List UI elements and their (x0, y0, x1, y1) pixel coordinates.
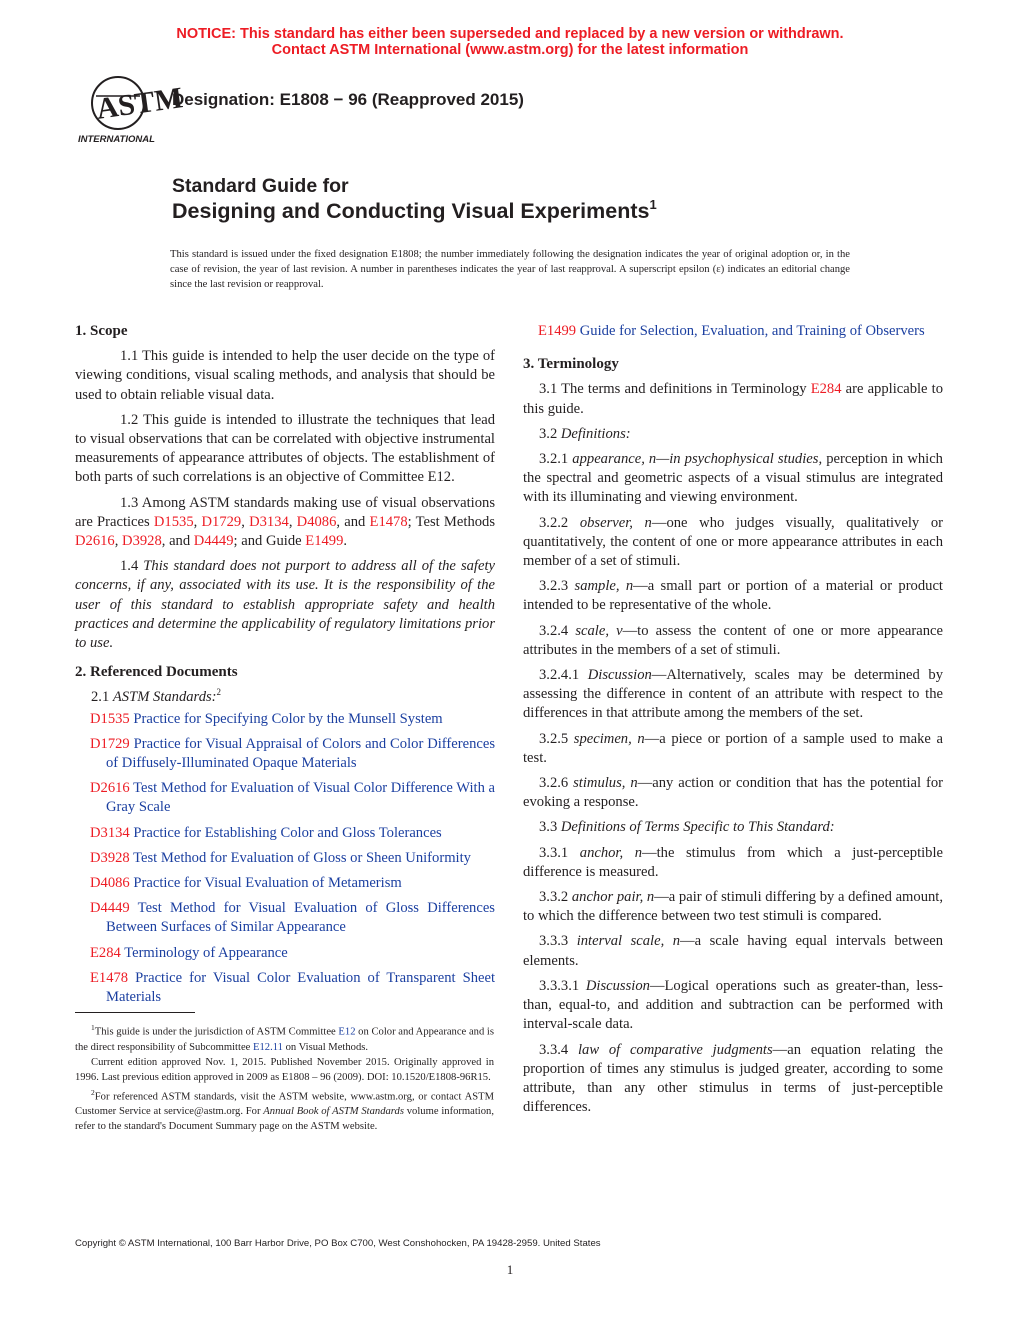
definition-term: stimulus, n (573, 775, 638, 792)
definition (523, 730, 943, 768)
link-e12-11[interactable]: E12.11 (253, 1041, 283, 1053)
logo-text: INTERNATIONAL (78, 134, 155, 145)
definition (523, 888, 943, 926)
title-line-1: Standard Guide for (172, 175, 349, 197)
text: , (241, 513, 250, 530)
link-d2616[interactable]: D2616 (75, 533, 115, 550)
copyright: Copyright © ASTM International, 100 Barr Harbor Drive, PO Box C700, West Conshohocken, PA 19428-2959. United States (75, 1238, 601, 1249)
paragraph-3-2 (523, 425, 943, 444)
definition-text: perception in which the spectral and geometric aspects of a visual stimulus are integrated with its illuminating and viewing environment. (523, 451, 943, 506)
definition (523, 844, 943, 882)
definition-number: 3.2.1 (539, 451, 573, 468)
reference-title[interactable]: Practice for Specifying Color by the Munsell System (133, 710, 443, 727)
link-d1729[interactable]: D1729 (201, 513, 242, 530)
subheading: Definitions: (560, 425, 631, 442)
para-number: 1.4 (120, 558, 144, 575)
paragraph-3-3 (523, 818, 943, 837)
section-2-heading: 2. Referenced Documents (75, 664, 238, 681)
para-number: 2.1 (91, 689, 113, 706)
text: , (193, 513, 202, 530)
reference-item[interactable] (75, 969, 495, 1007)
definition (523, 514, 943, 572)
link-e1499[interactable]: E1499 (305, 533, 344, 550)
issuance-note: This standard is issued under the fixed designation E1808; the number immediately following the designation indicates the year of original adoption or, in the case of revision, the year of last revision. A number in parentheses indicates the year of last reapproval. A superscript epsilon (ε) indicates an editorial change since the last revision or reapproval. (170, 249, 850, 290)
notice-line-1: NOTICE: This standard has either been superseded and replaced by a new version or withdrawn. (176, 26, 844, 42)
reference-title[interactable]: Practice for Visual Color Evaluation of Transparent Sheet Materials (106, 969, 495, 1006)
definition (523, 932, 943, 970)
reference-item[interactable] (75, 899, 495, 937)
definition-term: scale, v (575, 622, 623, 639)
link-e12[interactable]: E12 (338, 1026, 356, 1038)
svg-text:ASTM: ASTM (94, 81, 185, 126)
definition-text: —a scale having equal intervals between elements. (523, 933, 943, 969)
reference-code[interactable]: D3134 (90, 824, 130, 841)
definition-text: —a piece or portion of a sample used to make a test. (523, 730, 943, 766)
text: , (114, 533, 123, 550)
definition (523, 666, 943, 724)
link-d1535[interactable]: D1535 (153, 513, 194, 530)
reference-item[interactable] (75, 710, 495, 729)
definition-term: appearance, n—in psychophysical studies, (572, 451, 823, 468)
subheading: ASTM Standards: (112, 689, 217, 706)
text: , and (336, 513, 370, 530)
definition (523, 622, 943, 660)
reference-code[interactable]: D4086 (90, 875, 130, 892)
link-d4086[interactable]: D4086 (296, 513, 337, 530)
text: ; Test Methods (407, 513, 496, 530)
footnote-ref[interactable]: 2 (216, 687, 222, 698)
title-footnote-ref[interactable]: 1 (649, 197, 657, 212)
text: volume information, refer to the standard's Document Summary page on the ASTM website. (75, 1106, 494, 1133)
text: 1.3 Among ASTM standards making use of visual observations are Practices (75, 494, 495, 530)
definition-term: interval scale, n (576, 933, 681, 950)
reference-code[interactable]: D4449 (90, 900, 130, 917)
definition-number: 3.3.2 (539, 889, 572, 906)
designation: Designation: E1808 − 96 (Reapproved 2015) (172, 90, 524, 109)
paragraph-1-1: 1.1 This guide is intended to help the user decide on the type of viewing conditions, visual scaling methods, and analysis that should be used to obtain reliable visual data. (75, 348, 495, 403)
footnote-2 (75, 1085, 494, 1135)
paragraph-2-1 (75, 688, 495, 707)
footnote-1 (75, 1020, 494, 1055)
definition-number: 3.2.4 (539, 622, 576, 639)
definition-term: law of comparative judgments (577, 1041, 773, 1058)
reference-list (75, 710, 495, 1008)
footnotes (75, 1020, 494, 1134)
reference-code[interactable]: D2616 (90, 780, 130, 797)
definitions-list-specific (523, 844, 943, 1118)
definition (523, 977, 943, 1035)
definition-number: 3.3.4 (539, 1041, 578, 1058)
text: ; and Guide (233, 533, 306, 550)
reference-code[interactable]: D1729 (90, 735, 130, 752)
reference-item[interactable] (523, 322, 943, 341)
definition-term: sample, n (574, 578, 634, 595)
reference-item[interactable] (75, 735, 495, 773)
definitions-list (523, 450, 943, 812)
paragraph-3-1 (523, 380, 943, 418)
safety-statement: This standard does not purport to address all of the safety concerns, if any, associated with its use. It is the responsibility of the user of this standard to establish appropriate safety and health practices and determine the applicability of regulatory limitations prior to use. (75, 558, 495, 652)
definition-term: observer, n (579, 514, 652, 531)
definition-term: specimen, n (573, 730, 645, 747)
paragraph-1-3 (75, 494, 495, 552)
definition-number: 3.3.3 (539, 933, 577, 950)
reference-code[interactable]: E284 (90, 944, 121, 961)
footnote-rule (75, 1012, 195, 1013)
reference-list-continued (523, 322, 943, 341)
definition (523, 774, 943, 812)
title-line-2 (172, 199, 657, 224)
definition (523, 1041, 943, 1118)
footnote-marker: 2 (91, 1087, 95, 1097)
text: are applicable to this guide. (523, 381, 944, 417)
definition-text: —one who judges visually, qualitatively or quantitatively, the content of one or more appearance attributes in each member of a set of stimuli. (523, 514, 943, 570)
reference-item[interactable] (75, 779, 495, 817)
text-italic: Annual Book of ASTM Standards (263, 1106, 404, 1118)
notice-line-2: Contact ASTM International (www.astm.org) for the latest information (271, 42, 749, 58)
definition-number: 3.2.3 (539, 578, 575, 595)
definition-text: —any action or condition that has the potential for evoking a response. (523, 775, 943, 811)
reference-title[interactable]: Practice for Establishing Color and Gloss Tolerances (133, 824, 442, 841)
definition (523, 577, 943, 615)
section-3-heading: 3. Terminology (523, 356, 619, 373)
reference-title[interactable]: Test Method for Evaluation of Gloss or Sheen Uniformity (133, 849, 471, 866)
astm-logo-icon (74, 76, 185, 146)
page-number: 1 (506, 1262, 514, 1277)
title-text: Designing and Conducting Visual Experiments (172, 199, 650, 223)
paragraph-1-4 (75, 557, 495, 653)
right-column (523, 322, 943, 1123)
reference-title[interactable]: Test Method for Visual Evaluation of Gloss Differences Between Surfaces of Similar Appearance (106, 900, 495, 936)
para-number: 3.2 (539, 425, 561, 442)
definition-term: Discussion (585, 977, 650, 994)
reference-code[interactable]: E1499 (538, 323, 577, 339)
footnote-1-edition: Current edition approved Nov. 1, 2015. Published November 2015. Originally approved in 1996. Last previous edition approved in 2009 as E1808 – 96 (2009). DOI: 10.1520/E1808-96R15. (75, 1056, 494, 1083)
subheading: Definitions of Terms Specific to This Standard: (560, 819, 835, 836)
definition-number: 3.2.6 (539, 775, 574, 792)
definition-text: —a pair of stimuli differing by a defined amount, to which the difference between two test stimuli is compared. (523, 889, 943, 925)
footnote-marker: 1 (91, 1023, 95, 1032)
reference-item[interactable] (75, 849, 495, 868)
reference-item[interactable] (75, 944, 495, 963)
text: on Visual Methods. (282, 1041, 369, 1053)
definition-number: 3.2.5 (539, 730, 574, 747)
definition-number: 3.2.2 (539, 514, 580, 531)
reference-title[interactable]: Guide for Selection, Evaluation, and Training of Observers (579, 323, 925, 339)
reference-item[interactable] (75, 874, 495, 893)
reference-title[interactable]: Test Method for Evaluation of Visual Color Difference With a Gray Scale (106, 780, 495, 816)
link-e1478[interactable]: E1478 (369, 513, 408, 530)
reference-item[interactable] (75, 824, 495, 843)
reference-title[interactable]: Practice for Visual Evaluation of Metamerism (133, 875, 402, 892)
text: 3.1 The terms and definitions in Terminology (539, 381, 811, 398)
link-d3134[interactable]: D3134 (249, 513, 289, 530)
reference-title[interactable]: Terminology of Appearance (124, 944, 288, 961)
definition-number: 3.2.4.1 (539, 667, 588, 684)
text: on Color and Appearance and is the direct responsibility of Subcommittee (75, 1026, 494, 1053)
definition-term: anchor, n (579, 844, 643, 861)
text: , (288, 513, 297, 530)
definition-text: —the stimulus from which a just-perceptible difference is measured. (523, 844, 944, 880)
section-1-heading: 1. Scope (75, 323, 128, 339)
definition-text: —Alternatively, scales may be determined by assessing the difference in content of an attribute with respect to the differences in that attribute among the members of the set. (523, 667, 944, 722)
definition-text: —Logical operations such as greater-than, less-than, equal-to, and addition and subtraction can be performed with interval-scale data. (523, 977, 944, 1033)
reference-code[interactable]: D1535 (90, 710, 130, 727)
text: This guide is under the jurisdiction of ASTM Committee (94, 1026, 339, 1038)
reference-title[interactable]: Practice for Visual Appraisal of Colors and Color Differences of Diffusely-Illuminated Opaque Materials (106, 735, 496, 772)
notice-banner (0, 26, 1020, 58)
link-d4449[interactable]: D4449 (193, 533, 234, 550)
para-number: 3.3 (539, 819, 561, 836)
definition (523, 450, 943, 508)
reference-code[interactable]: D3928 (90, 849, 130, 866)
text: , and (161, 533, 194, 550)
definition-text: —an equation relating the proportion of times any stimulus is judged greater, according to some attribute, than any other stimulus in terms of just-perceptible differences. (523, 1041, 944, 1116)
paragraph-1-2: 1.2 This guide is intended to illustrate the techniques that lead to visual observations that can be correlated with objective instrumental measurements of appearance attributes of objects. The establishment of both parts of such correlations is an objective of Committee E12. (75, 411, 495, 486)
definition-term: anchor pair, n (571, 889, 655, 906)
link-d3928[interactable]: D3928 (122, 533, 162, 550)
definition-number: 3.3.3.1 (539, 977, 586, 994)
text: For referenced ASTM standards, visit the ASTM website, www.astm.org, or contact ASTM Customer Service at service@astm.org. For (75, 1091, 494, 1118)
definition-text: —to assess the content of one or more appearance attributes in the members of a set of stimuli. (523, 622, 944, 658)
left-column (75, 322, 495, 1013)
definition-number: 3.3.1 (539, 844, 580, 861)
definition-text: —a small part or portion of a material or product intended to be representative of the whole. (523, 578, 943, 614)
reference-code[interactable]: E1478 (90, 969, 129, 986)
definition-term: Discussion (587, 667, 652, 684)
link-e284[interactable]: E284 (810, 381, 842, 398)
text: . (343, 533, 348, 550)
